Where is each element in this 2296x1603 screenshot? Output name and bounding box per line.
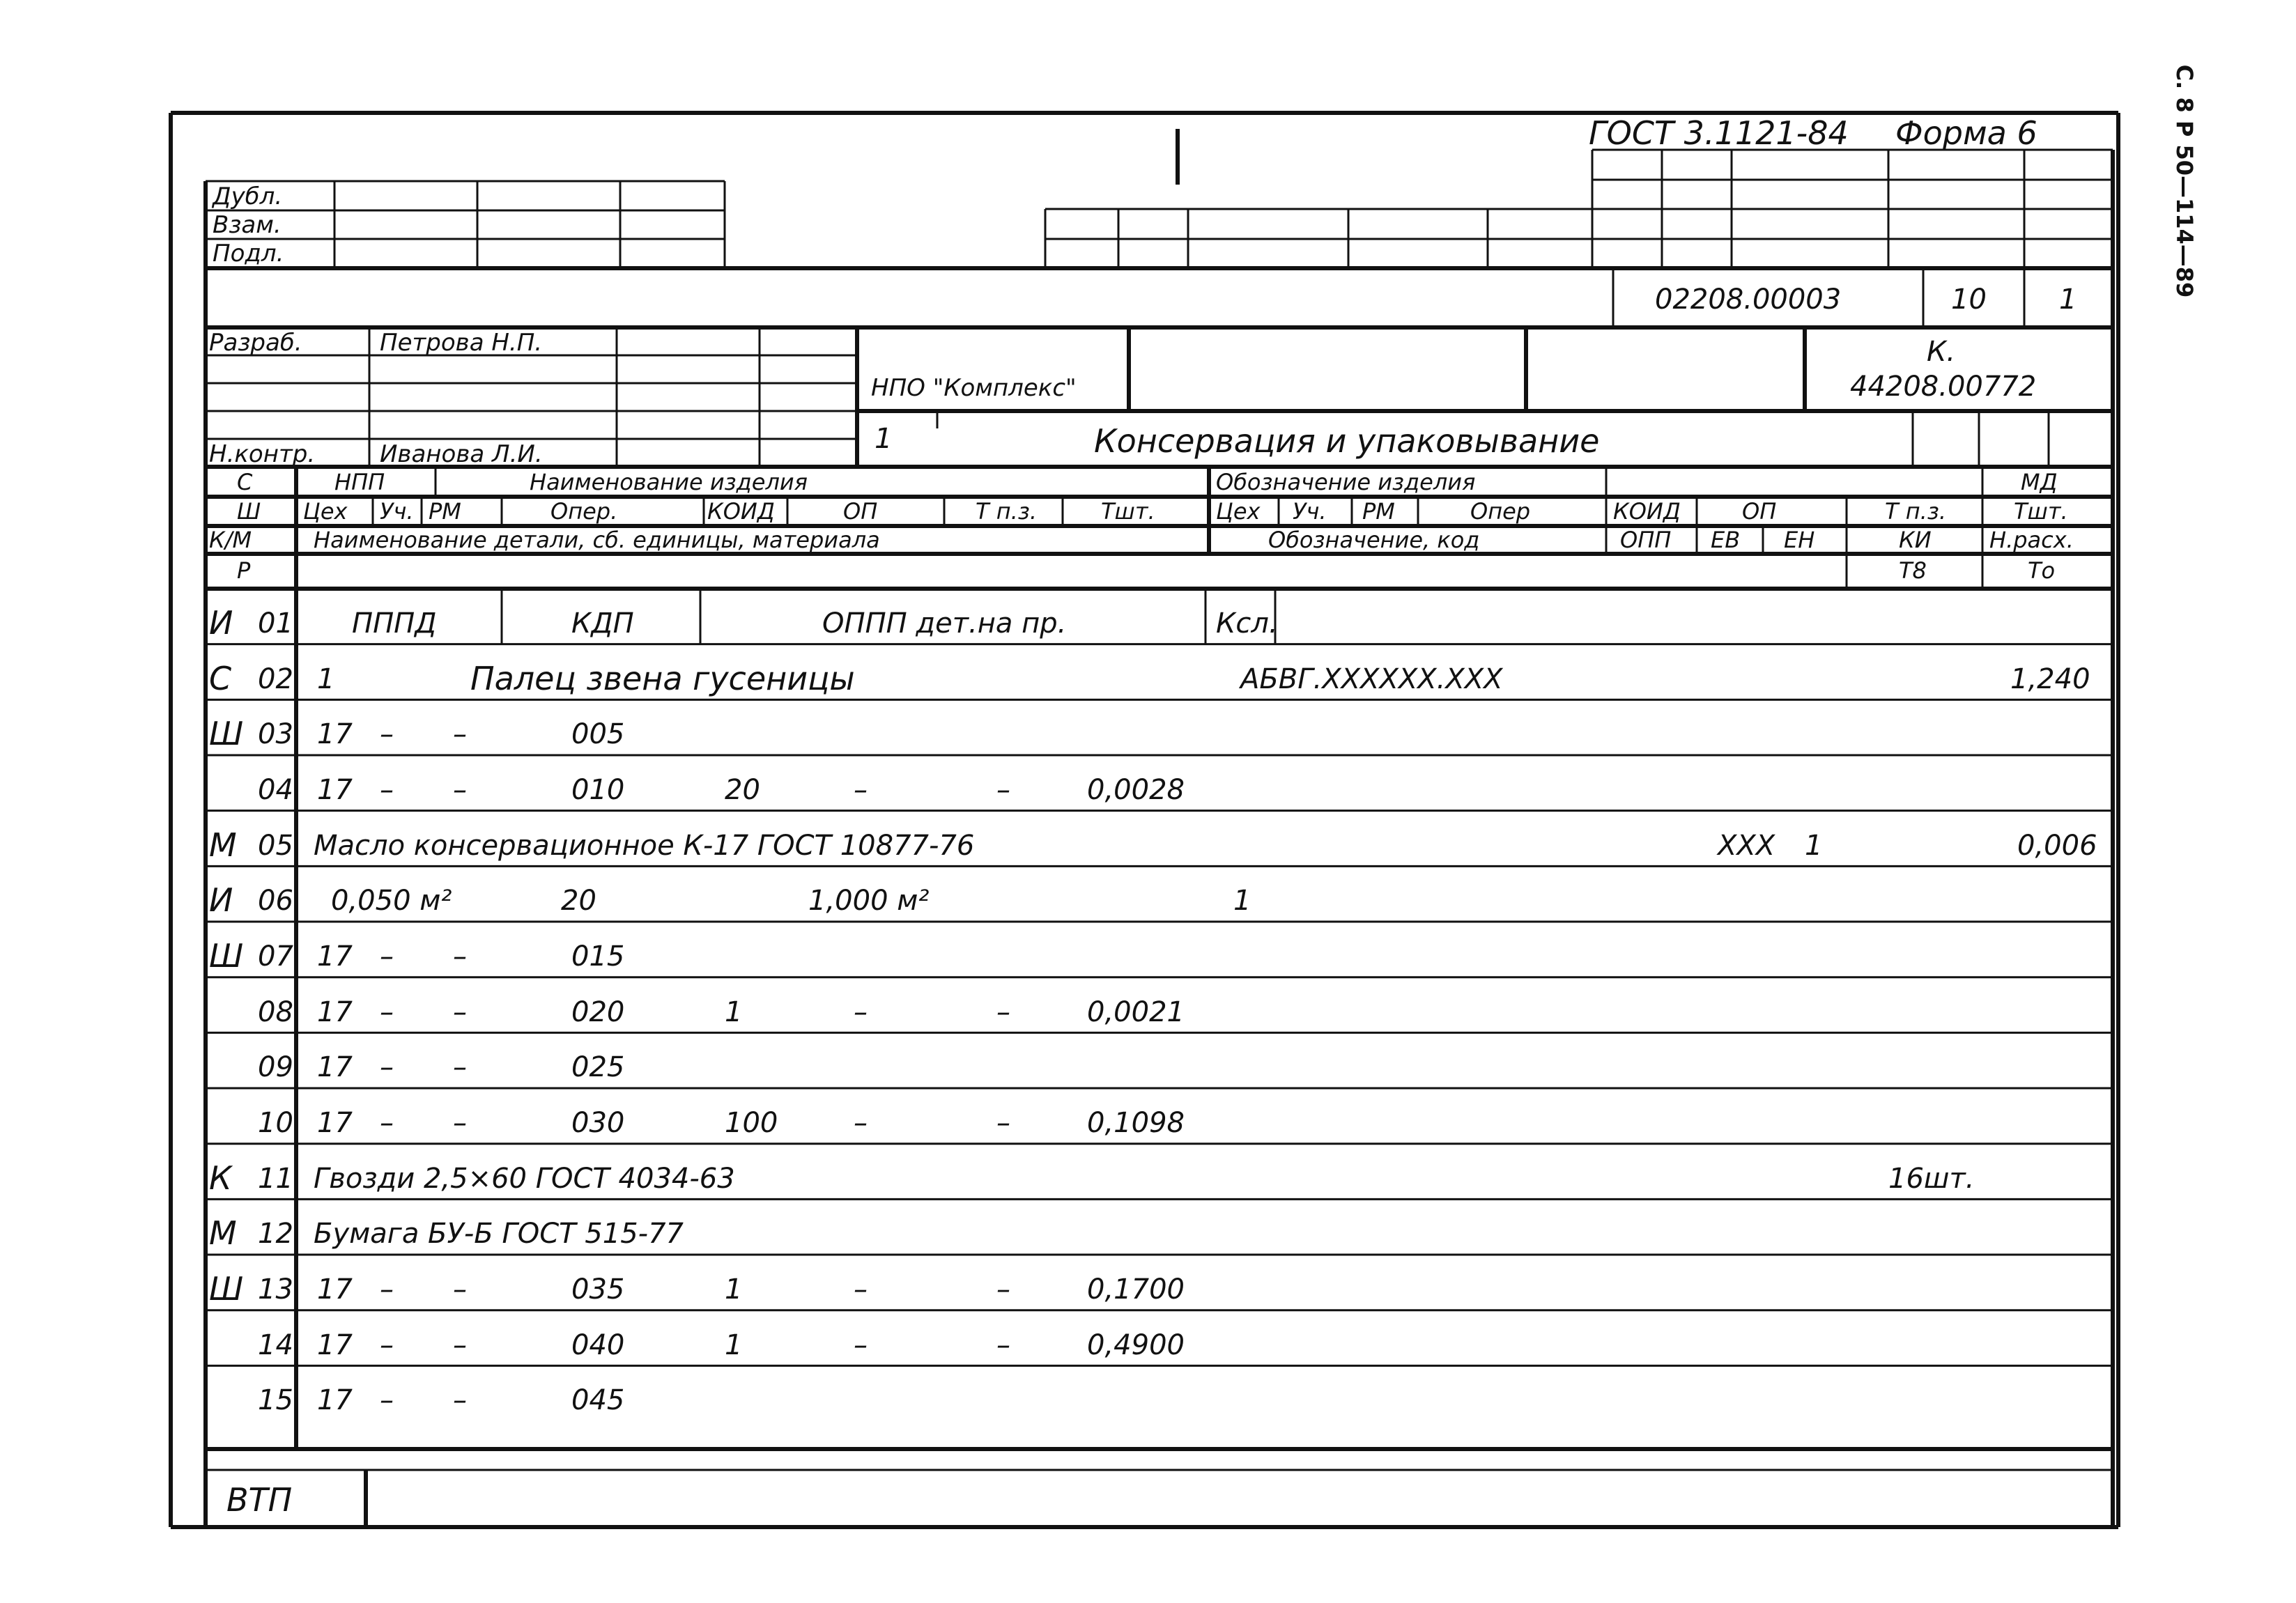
row-prefix: К <box>209 1159 232 1197</box>
row-cell: – <box>854 996 868 1028</box>
hdr-ki: КИ <box>1899 527 1932 553</box>
row-cell: 100 <box>725 1107 778 1140</box>
hdr-op-2: ОП <box>1742 498 1777 525</box>
row-cell: – <box>453 1273 467 1306</box>
hdr-oper: Опер. <box>550 498 618 525</box>
hdr-tpz-2: Т п.з. <box>1885 498 1946 525</box>
row-cell: ПППД <box>352 607 437 640</box>
hdr-opp: ОПП <box>1620 527 1672 553</box>
row-cell: – <box>380 1273 394 1306</box>
row-cell: – <box>380 1051 394 1084</box>
row-cell: АБВГ.XXXXXX.XXX <box>1240 663 1503 695</box>
label-podl: Подл. <box>213 240 284 268</box>
hdr-r: Р <box>237 557 251 584</box>
row-cell: – <box>996 1273 1010 1306</box>
row-number: 02 <box>258 663 293 695</box>
hdr-uch: Уч. <box>380 498 414 525</box>
row-cell: 1 <box>725 1273 743 1306</box>
row-cell: – <box>453 718 467 751</box>
row-cell: 20 <box>561 885 596 917</box>
row-cell: – <box>996 996 1010 1028</box>
row-cell: 045 <box>571 1384 625 1417</box>
row-cell: ОППП дет.на пр. <box>822 607 1067 640</box>
row-number: 13 <box>258 1273 293 1306</box>
row-cell: 040 <box>571 1329 625 1361</box>
row-cell: 0,0028 <box>1087 774 1185 806</box>
row-cell: 020 <box>571 996 625 1028</box>
row-cell: 035 <box>571 1273 625 1306</box>
row-prefix: И <box>209 881 233 920</box>
hdr-uch-2: Уч. <box>1293 498 1327 525</box>
controller-name: Иванова Л.И. <box>380 440 543 468</box>
row-cell: – <box>854 1329 868 1361</box>
row-cell: – <box>453 996 467 1028</box>
row-cell: 0,050 м² <box>331 885 452 917</box>
hdr-oper-2: Опер <box>1470 498 1531 525</box>
hdr-ev: ЕВ <box>1711 527 1741 553</box>
row-number: 06 <box>258 885 293 917</box>
developer-label: Разраб. <box>209 329 302 357</box>
hdr-koid-2: КОИД <box>1613 498 1681 525</box>
operation-title: Консервация и упаковывание <box>1094 422 1600 460</box>
hdr-koid: КОИД <box>707 498 775 525</box>
row-cell: 17 <box>317 1107 353 1140</box>
row-number: 04 <box>258 774 293 806</box>
row-cell: 17 <box>317 1051 353 1084</box>
row-cell: – <box>380 996 394 1028</box>
operation-number: 1 <box>875 423 893 455</box>
row-cell: – <box>453 1107 467 1140</box>
hdr-km: К/М <box>209 527 252 553</box>
row-cell: – <box>453 1051 467 1084</box>
hdr-product-name: Наименование изделия <box>530 469 808 495</box>
row-cell: 1 <box>1233 885 1251 917</box>
hdr-to: То <box>2028 557 2056 584</box>
hdr-tsht: Тшт. <box>1101 498 1155 525</box>
row-cell: Бумага БУ-Б ГОСТ 515-77 <box>314 1218 684 1250</box>
row-cell: – <box>854 1273 868 1306</box>
row-cell: 17 <box>317 1329 353 1361</box>
row-cell: – <box>453 1384 467 1417</box>
hdr-rm: РМ <box>429 498 461 525</box>
row-cell: – <box>854 1107 868 1140</box>
row-cell: 0,1700 <box>1087 1273 1185 1306</box>
row-number: 11 <box>258 1162 293 1195</box>
hdr-op: ОП <box>843 498 878 525</box>
footer-vtp: ВТП <box>226 1481 293 1519</box>
row-number: 03 <box>258 718 293 751</box>
row-cell: 015 <box>571 940 625 973</box>
hdr-en: ЕН <box>1784 527 1815 553</box>
organization: НПО "Комплекс" <box>871 374 1077 402</box>
row-prefix: Ш <box>209 715 244 753</box>
row-cell: Гвозди 2,5×60 ГОСТ 4034-63 <box>314 1162 735 1195</box>
standard-number: ГОСТ 3.1121-84 <box>1589 114 1849 152</box>
row-cell: – <box>453 940 467 973</box>
row-cell: 17 <box>317 1384 353 1417</box>
row-cell: 17 <box>317 718 353 751</box>
hdr-rm-2: РМ <box>1362 498 1395 525</box>
doc-code: 02208.00003 <box>1655 284 1842 316</box>
row-number: 01 <box>258 607 293 640</box>
row-cell: – <box>380 940 394 973</box>
row-number: 07 <box>258 940 293 973</box>
row-cell: 1 <box>725 1329 743 1361</box>
row-cell: 1,000 м² <box>808 885 930 917</box>
row-cell: 20 <box>725 774 760 806</box>
row-cell: Ксл. <box>1216 607 1278 640</box>
label-dubl: Дубл. <box>213 183 283 210</box>
controller-label: Н.контр. <box>209 440 316 468</box>
row-cell: 17 <box>317 996 353 1028</box>
row-cell: – <box>996 1107 1010 1140</box>
hdr-md: МД <box>2021 469 2058 495</box>
row-cell: 0,006 <box>2017 829 2097 862</box>
hdr-tsht-2: Тшт. <box>2014 498 2068 525</box>
row-cell: 030 <box>571 1107 625 1140</box>
row-prefix: С <box>209 659 232 697</box>
hdr-part-code: Обозначение, код <box>1268 527 1480 553</box>
code-prefix: К. <box>1927 336 1956 368</box>
sheet-total: 10 <box>1951 284 1987 316</box>
side-code-text: С. 8 Р 50—114—89 <box>2171 64 2198 298</box>
row-prefix: Ш <box>209 937 244 975</box>
row-cell: 17 <box>317 774 353 806</box>
row-prefix: М <box>209 826 237 864</box>
row-cell: 16шт. <box>1888 1162 1975 1195</box>
row-cell: – <box>380 1107 394 1140</box>
row-cell: – <box>453 1329 467 1361</box>
row-cell: 0,4900 <box>1087 1329 1185 1361</box>
hdr-part-name: Наименование детали, сб. единицы, материала <box>314 527 880 553</box>
row-cell: 010 <box>571 774 625 806</box>
hdr-nrash: Н.расх. <box>1989 527 2074 553</box>
row-number: 09 <box>258 1051 293 1084</box>
row-number: 15 <box>258 1384 293 1417</box>
hdr-c: С <box>237 469 253 495</box>
row-cell: – <box>380 1329 394 1361</box>
hdr-ceh-2: Цех <box>1216 498 1261 525</box>
row-cell: – <box>854 774 868 806</box>
row-cell: – <box>380 774 394 806</box>
row-cell: 005 <box>571 718 625 751</box>
row-cell: – <box>380 1384 394 1417</box>
row-cell: – <box>453 774 467 806</box>
row-number: 12 <box>258 1218 293 1250</box>
row-number: 05 <box>258 829 293 862</box>
row-number: 08 <box>258 996 293 1028</box>
form-number: Форма 6 <box>1895 114 2037 152</box>
hdr-ceh: Цех <box>303 498 348 525</box>
row-cell: XXX <box>1718 829 1775 862</box>
row-cell: 1 <box>1805 829 1823 862</box>
row-cell: 1 <box>725 996 743 1028</box>
sheet-number: 1 <box>2059 284 2077 316</box>
row-prefix: Ш <box>209 1270 244 1308</box>
row-cell: 0,1098 <box>1087 1107 1185 1140</box>
row-cell: – <box>996 774 1010 806</box>
hdr-product-code: Обозначение изделия <box>1216 469 1476 495</box>
hdr-t8: Т8 <box>1899 557 1927 584</box>
row-cell: 1 <box>317 663 335 695</box>
row-cell: 0,0021 <box>1087 996 1185 1028</box>
label-vzam: Взам. <box>213 211 282 239</box>
row-cell: Масло консервационное К-17 ГОСТ 10877-76 <box>314 829 975 862</box>
row-cell: 17 <box>317 1273 353 1306</box>
row-cell: 17 <box>317 940 353 973</box>
developer-name: Петрова Н.П. <box>380 329 543 357</box>
row-cell: 1,240 <box>2010 663 2090 695</box>
hdr-tpz: Т п.з. <box>976 498 1037 525</box>
hdr-npp: НПП <box>334 469 385 495</box>
row-cell: КДП <box>571 607 634 640</box>
row-cell: – <box>996 1329 1010 1361</box>
row-prefix: М <box>209 1214 237 1253</box>
row-cell: – <box>380 718 394 751</box>
hdr-sh: Ш <box>237 498 261 525</box>
code-value: 44208.00772 <box>1850 371 2037 403</box>
row-number: 14 <box>258 1329 293 1361</box>
row-cell: 025 <box>571 1051 625 1084</box>
row-number: 10 <box>258 1107 293 1140</box>
row-prefix: И <box>209 604 233 642</box>
row-cell: Палец звена гусеницы <box>470 659 855 697</box>
